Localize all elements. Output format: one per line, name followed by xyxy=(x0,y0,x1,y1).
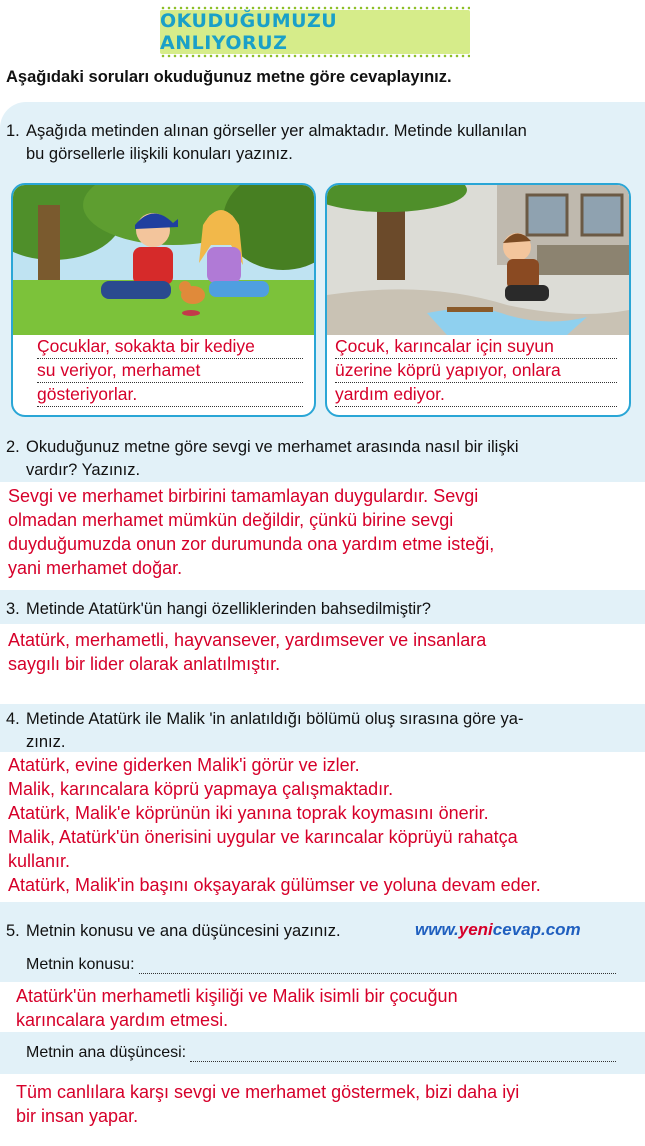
right-caption xyxy=(335,335,617,407)
answer-3: Atatürk, merhametli, hayvansever, yardımsever ve insanlara saygılı bir lider olarak anlatılmıştır. xyxy=(8,630,487,674)
image-card-ants xyxy=(325,183,631,417)
left-caption-line: Çocuklar, sokakta bir kediye xyxy=(37,335,303,359)
answer-4: Atatürk, evine giderken Malik'i görür ve izler. Malik, karıncalara köprü yapmaya çalışmaktadır. Atatürk, Malik'e köprünün iki yanına toprak koymasını önerir. Malik, Atatürk'ün önerisini uygular ve karıncalar köprüyü rahatça kullanır. Atatürk, Malik'in başını okşayarak gülümser ve yoluna devam eder. xyxy=(8,755,541,895)
right-caption-line: üzerine köprü yapıyor, onlara xyxy=(335,359,617,383)
topic-dotted-line xyxy=(139,960,616,974)
page-title: OKUDUĞUMUZU ANLIYORUZ xyxy=(160,10,338,54)
left-caption-line: su veriyor, merhamet xyxy=(37,359,303,383)
left-caption xyxy=(37,335,303,407)
idea-label: Metnin ana düşüncesi: xyxy=(26,1044,187,1061)
topic-row xyxy=(26,956,616,974)
idea-dotted-line xyxy=(190,1048,616,1062)
instruction-text: Aşağıdaki soruları okuduğunuz metne göre cevaplayınız. xyxy=(6,68,452,86)
idea-row xyxy=(26,1044,616,1062)
answer-2: Sevgi ve merhamet birbirini tamamlayan duygulardır. Sevgi olmadan merhamet mümkün değildir, çünkü birine sevgi duyduğumuzda onun zor durumunda ona yardım etme isteği, yani merhamet doğar. xyxy=(8,486,495,578)
right-caption-line: yardım ediyor. xyxy=(335,383,617,407)
right-caption-line: Çocuk, karıncalar için suyun xyxy=(335,335,617,359)
question-3: 3. Metinde Atatürk'ün hangi özelliklerinden bahsedilmiştir? xyxy=(6,600,431,618)
question-4: 4. Metinde Atatürk ile Malik 'in anlatıldığı bölümü oluş sırasına göre ya- zınız. xyxy=(6,710,524,751)
bridge-illustration xyxy=(327,185,629,335)
question-1: 1. Aşağıda metinden alınan görseller yer almaktadır. Metinde kullanılan bu görsellerle ilişkili konuları yazınız. xyxy=(6,122,527,163)
image-card-cat xyxy=(11,183,316,417)
question-5: 5. Metnin konusu ve ana düşüncesini yazınız. xyxy=(6,922,341,940)
topic-label: Metnin konusu: xyxy=(26,956,135,973)
title-banner xyxy=(160,10,470,54)
question-2: 2. Okuduğunuz metne göre sevgi ve merhamet arasında nasıl bir ilişki vardır? Yazınız. xyxy=(6,438,519,479)
topic-answer: Atatürk'ün merhametli kişiliği ve Malik isimli bir çocuğun karıncalara yardım etmesi. xyxy=(16,986,458,1030)
cat-illustration xyxy=(13,185,314,335)
title-dots-bottom xyxy=(160,54,470,58)
idea-answer: Tüm canlılara karşı sevgi ve merhamet göstermek, bizi daha iyi bir insan yapar. xyxy=(16,1082,520,1126)
left-caption-line: gösteriyorlar. xyxy=(37,383,303,407)
site-watermark[interactable]: www.yenicevap.com xyxy=(415,920,581,939)
